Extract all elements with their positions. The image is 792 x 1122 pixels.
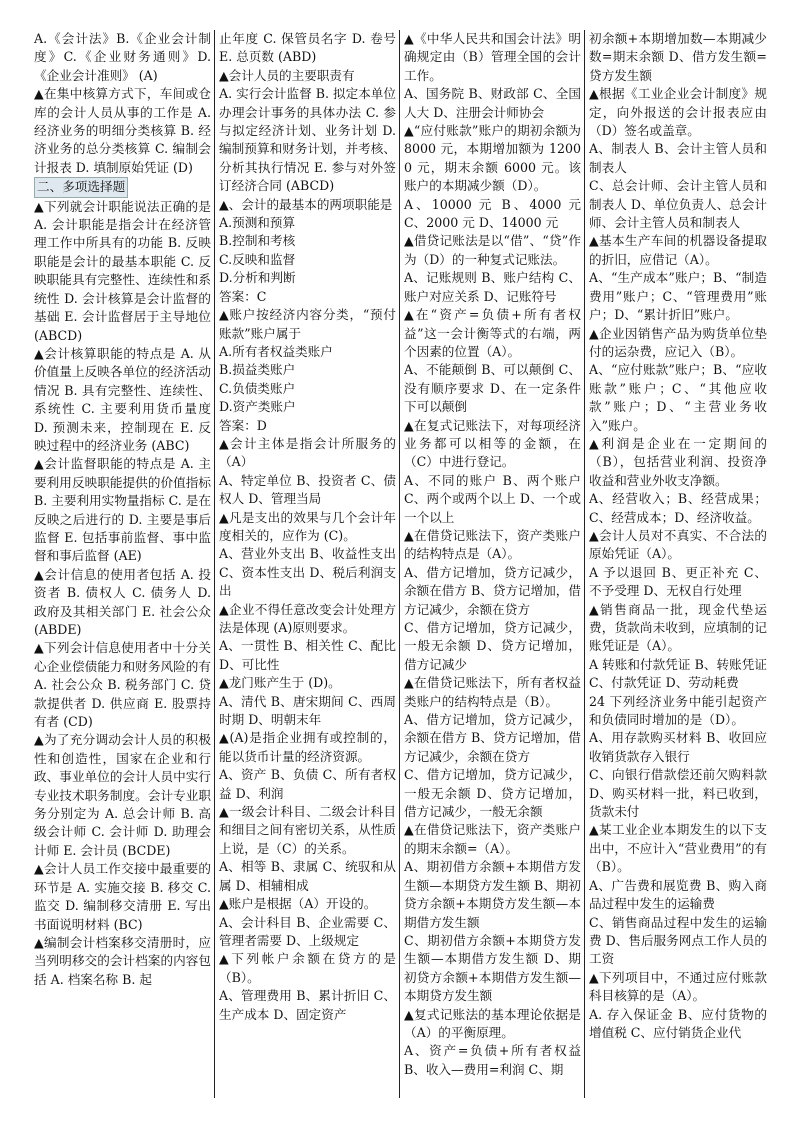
- paragraph: 答案：C: [219, 288, 267, 304]
- paragraph: C、借方记增加，贷方记减少，一般无余额 D、贷方记增加，借方记减少，一般无余额: [404, 767, 581, 820]
- paragraph: ▲凡是支出的效果与几个会计年度相关的，应作为 (C)。: [219, 509, 396, 543]
- paragraph: A、“应付账款”账户；B、“应收账款”账户；C、“其他应收款”账户；D、“主营业务收入”账户。: [589, 362, 767, 433]
- paragraph: ▲龙门账产生于 (D)。: [219, 675, 341, 691]
- paragraph: ▲某工业企业本期发生的以下支出中，不应计入“营业费用”的有（B）。: [589, 822, 767, 875]
- paragraph: 初余额+本期增加数—本期减少数=期末余额 D、借方发生额=贷方发生额: [589, 31, 767, 83]
- paragraph: ▲会计人员工作交接中最重要的环节是 A. 实施交接 B. 移交 C. 监交 D. 编制移交清册 E. 写出书面说明材料 (BC): [34, 861, 211, 932]
- paragraph: C.负债类账户: [219, 380, 296, 396]
- paragraph: C、总会计师、会计主管人员和制表人 D、单位负责人、总会计师、会计主管人员和制表人: [589, 178, 767, 231]
- paragraph: [34, 177, 211, 197]
- paragraph: ▲企业不得任意改变会计处理方法是体现 (A)原则要求。: [219, 601, 396, 635]
- paragraph: A、经营收入；B、经营成果；C、经营成本；D、经济收益。: [589, 491, 767, 525]
- paragraph: ▲一级会计科目、二级会计科目和细目之间有密切关系，从性质上说，是（C）的关系。: [219, 804, 396, 856]
- paragraph: A、10000 元 B、4000 元 C、2000 元 D、14000 元: [404, 196, 581, 231]
- paragraph: ▲会计信息的使用者包括 A. 投资者 B. 债权人 C. 债务人 D. 政府及其相关部门 E. 社会公众 (ABDE): [34, 566, 211, 637]
- paragraph: ▲基本生产车间的机器设备提取的折旧，应借记（A）。: [589, 233, 767, 267]
- paragraph: ▲在集中核算方式下，车间或仓库的会计人员从事的工作是 A. 经济业务的明细分类核算 B. 经济业务的总分类核算 C. 编制会计报表 D. 填制原始凭证 (D): [34, 86, 211, 175]
- paragraph: B.控制和考核: [219, 233, 296, 249]
- paragraph: ▲下列会计信息使用者中十分关心企业偿债能力和财务风险的有 A. 社会公众 B. 税务部门 C. 贷款提供者 D. 供应商 E. 股票持有者 (CD): [34, 640, 211, 730]
- paragraph: C、期初借方余额+本期贷方发生额—本期借方发生额 D、期初贷方余额+本期借方发生额—本期贷方发生额: [404, 932, 581, 1004]
- paragraph: A. 实行会计监督 B. 拟定本单位办理会计事务的具体办法 C. 参与拟定经济计划、业务计划 D. 编制预算和财务计划，并考核、分析其执行情况 E. 参与对外签订经济合同 (ABCD): [219, 86, 396, 194]
- section-heading: 二、多项选择题: [34, 177, 128, 197]
- paragraph: ▲在复式记账法下，对每项经济业务都可以相等的金额，在（C）中进行登记。: [404, 417, 581, 470]
- paragraph: ▲(A)是指企业拥有或控制的，能以货币计量的经济资源。: [219, 730, 396, 764]
- paragraph: ▲“应付账款”账户的期初余额为 8000 元，本期增加额为 12000 元，期末余额 6000 元。该账户的本期减少额（D）。: [404, 123, 581, 194]
- paragraph: ▲借贷记账法是以“借”、“贷”作为（D）的一种复式记账法。: [404, 233, 581, 267]
- column-2: [215, 30, 400, 1098]
- paragraph: ▲编制会计档案移交清册时，应当列明移交的会计档案的内容包括 A. 档案名称 B. 起: [34, 934, 211, 987]
- paragraph: ▲在借贷记账法下，资产类账户的结构特点是（A）。: [404, 527, 581, 562]
- paragraph: ▲会计主体是指会计所服务的（A）: [219, 435, 396, 470]
- paragraph: A、特定单位 B、投资者 C、债权人 D、管理当局: [219, 472, 396, 507]
- paragraph: A.《会计法》B.《企业会计制度》C.《企业财务通则》D.《企业会计准则》 (A): [34, 31, 211, 83]
- paragraph: B.损益类账户: [219, 362, 296, 378]
- paragraph: A、营业外支出 B、收益性支出 C、资本性支出 D、税后利润支出: [219, 546, 396, 599]
- paragraph: C、销售商品过程中发生的运输费 D、售后服务网点工作人员的工资: [589, 914, 767, 967]
- paragraph: A、“生产成本”账户；B、“制造费用”账户；C、“管理费用”账户；D、“累计折旧”账户。: [589, 270, 767, 323]
- paragraph: ▲、会计的最基本的两项职能是: [219, 196, 393, 212]
- paragraph: A、管理费用 B、累计折旧 C、生产成本 D、固定资产: [219, 988, 396, 1022]
- paragraph: A、一贯性 B、相关性 C、配比 D、可比性: [219, 638, 396, 672]
- paragraph: A、期初借方余额+本期借方发生额—本期贷方发生额 B、期初贷方余额+本期贷方发生额—本期借方发生额: [404, 859, 581, 930]
- paragraph: A.预测和预算: [219, 215, 296, 231]
- paragraph: ▲会计监督职能的特点是 A. 主要利用反映职能提供的价值指标 B. 主要利用实物量指标 C. 是在反映之后进行的 D. 主要是事后监督 E. 包括事前监督、事中监督和事后监督 (AE): [34, 456, 211, 564]
- paragraph: D.资产类账户: [219, 399, 296, 415]
- column-1: [30, 30, 215, 1098]
- paragraph: ▲企业因销售产品为购货单位垫付的运杂费，应记入（B）。: [589, 325, 767, 359]
- paragraph: ▲会计人员对不真实、不合法的原始凭证（A）。: [589, 527, 767, 562]
- paragraph: A 予以退回 B、更正补充 C、不予受理 D、无权自行处理: [589, 564, 767, 599]
- paragraph: ▲《中华人民共和国会计法》明确规定由（B）管理全国的会计工作。: [404, 31, 581, 83]
- paragraph: 止年度 C. 保管员名字 D. 卷号 E. 总页数 (ABD): [219, 31, 396, 65]
- paragraph: ▲销售商品一批，现金代垫运费，货款尚未收到，应填制的记账凭证是（A）。: [589, 601, 767, 654]
- paragraph: A、不同的账户 B、两个账户 C、两个或两个以上 D、一个或一个以上: [404, 472, 581, 525]
- paragraph: A 转账和付款凭证 B、转账凭证 C、付款凭证 D、劳动耗费: [589, 656, 767, 691]
- paragraph: ▲账户按经济内容分类，“预付账款”账户属于: [219, 307, 396, 341]
- paragraph: A、借方记增加，贷方记减少，余额在借方 B、贷方记增加，借方记减少，余额在贷方: [404, 564, 581, 617]
- paragraph: A、广告费和展览费 B、购入商品过程中发生的运输费: [589, 877, 767, 912]
- paragraph: ▲下列就会计职能说法正确的是 A. 会计职能是指会计在经济管理工作中所具有的功能 B. 反映职能是会计的最基本职能 C. 反映职能具有完整性、连续性和系统性 D. 会计核算是会计监督的基础 E. 会计监督居于主导地位 (ABCD): [34, 198, 211, 343]
- paragraph: ▲复式记账法的基本理论依据是（A）的平衡原理。: [404, 1006, 581, 1040]
- paragraph: A、制表人 B、会计主管人员和制表人: [589, 141, 767, 175]
- paragraph: A. 存入保证金 B、应付货物的增值税 C、应付销货企业代: [589, 1006, 767, 1040]
- column-4: [585, 30, 770, 1098]
- paragraph: A、国务院 B、财政部 C、全国人大 D、注册会计师协会: [404, 86, 581, 120]
- paragraph: 答案：D: [219, 417, 267, 433]
- paragraph: A、清代 B、唐宋期间 C、西周时期 D、明朝末年: [219, 693, 396, 728]
- paragraph: ▲在借贷记账法下，资产类账户的期末余额=（A）。: [404, 822, 581, 856]
- paragraph: C、向银行借款偿还前欠购料款 D、购买材料一批，料已收到，货款未付: [589, 767, 767, 820]
- document-page: [30, 30, 770, 1098]
- paragraph: A、会计科目 B、企业需要 C、管理者需要 D、上级规定: [219, 914, 396, 948]
- paragraph: ▲在“资产=负债+所有者权益”这一会计衡等式的右端，两个因素的位置（A）。: [404, 307, 581, 359]
- paragraph: ▲为了充分调动会计人员的积极性和创造性，国家在企业和行政、事业单位的会计人员中实行专业技术职务制度。会计专业职务分别定为 A. 总会计师 B. 高级会计师 C. 会计师 D. 助理会计师 E. 会计员 (BCDE): [34, 732, 211, 858]
- paragraph: ▲下列帐户余额在贷方的是（B）。: [219, 951, 396, 985]
- paragraph: ▲账户是根据（A）开设的。: [219, 896, 377, 912]
- paragraph: ▲在借贷记账法下，所有者权益类账户的结构特点是（B）。: [404, 675, 581, 709]
- paragraph: A、记账规则 B、账户结构 C、账户对应关系 D、记账符号: [404, 270, 581, 304]
- paragraph: A、相等 B、隶属 C、统驭和从属 D、相辅相成: [219, 859, 396, 893]
- paragraph: ▲下列项目中，不通过应付账款科目核算的是（A）。: [589, 969, 767, 1004]
- paragraph: ▲会计人员的主要职责有: [219, 67, 355, 83]
- paragraph: A、借方记增加，贷方记减少，余额在借方 B、贷方记增加，借方记减少，余额在贷方: [404, 712, 581, 764]
- column-3: [400, 30, 585, 1098]
- paragraph: A.所有者权益类账户: [219, 343, 333, 359]
- paragraph: A、资产 B、负债 C、所有者权益 D、利润: [219, 767, 396, 801]
- paragraph: 24 下列经济业务中能引起资产和负债同时增加的是（D）。: [589, 693, 767, 728]
- paragraph: ▲会计核算职能的特点是 A. 从价值量上反映各单位的经济活动情况 B. 具有完整性、连续性、系统性 C. 主要利用货币量度 D. 预测未来，控制现在 E. 反映过程中的经济业务 (ABC): [34, 345, 211, 453]
- paragraph: ▲根据《工业企业会计制度》规定，向外报送的会计报表应由（D）签名或盖章。: [589, 86, 767, 139]
- paragraph: ▲利润是企业在一定期间的（B），包括营业利润、投资净收益和营业外收支净额。: [589, 435, 767, 488]
- paragraph: C、借方记增加，贷方记减少，一般无余额 D、贷方记增加，借方记减少: [404, 620, 581, 672]
- paragraph: A、资产=负债+所有者权益 B、收入—费用=利润 C、期: [404, 1043, 581, 1077]
- paragraph: D.分析和判断: [219, 270, 296, 286]
- paragraph: C.反映和监督: [219, 251, 296, 267]
- paragraph: A、不能颠倒 B、可以颠倒 C、没有顺序要求 D、在一定条件下可以颠倒: [404, 362, 581, 415]
- paragraph: A、用存款购买材料 B、收回应收销货款存入银行: [589, 730, 767, 764]
